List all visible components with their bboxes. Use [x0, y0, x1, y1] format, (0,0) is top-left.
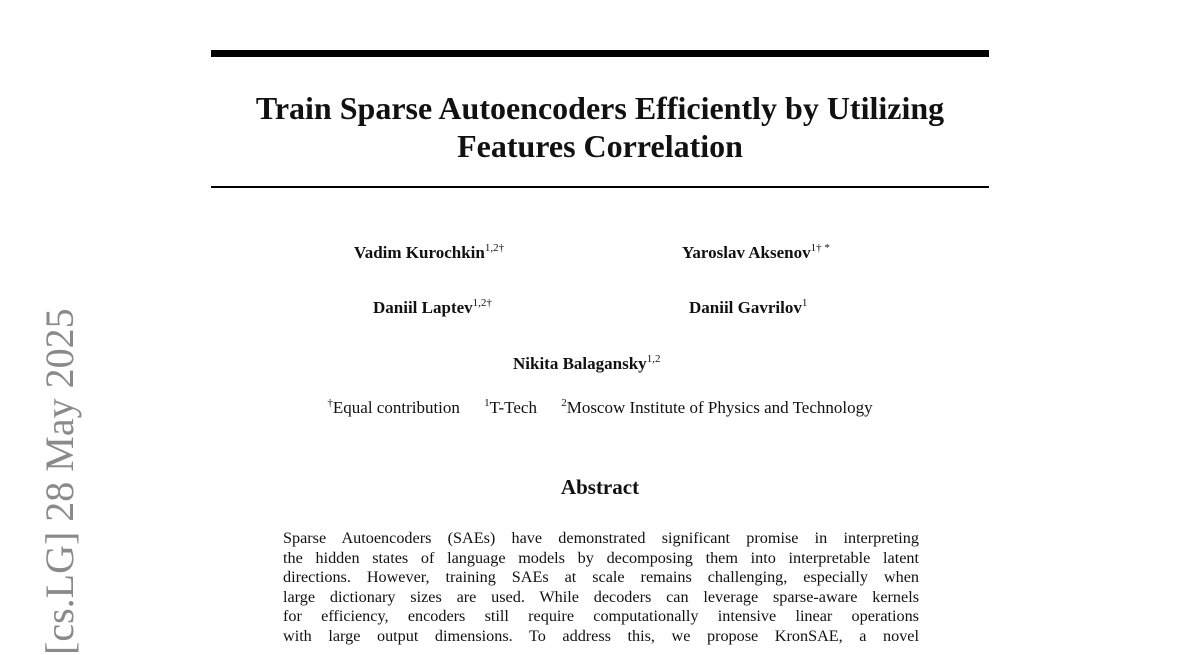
abstract-line: the hidden states of language models by decomposing them into interpretable latent — [283, 548, 919, 567]
abstract-line: for efficiency, encoders still require computationally intensive linear operations — [283, 607, 919, 626]
abstract-line: directions. However, training SAEs at scale remains challenging, especially when — [283, 568, 919, 587]
affiliation-text: Equal contribution — [332, 398, 460, 417]
affiliation-mark: 2 — [561, 397, 567, 409]
author-marks: 1,2† — [472, 297, 492, 309]
paper-title: Train Sparse Autoencoders Efficiently by Utilizing Features Correlation — [255, 90, 945, 164]
author-2 — [682, 243, 830, 263]
abstract-line: with large output dimensions. To address this, we propose KronSAE, a novel — [283, 626, 919, 645]
affiliation-equal — [327, 398, 460, 417]
affiliation-text: Moscow Institute of Physics and Technology — [566, 398, 873, 417]
affiliation-ttech — [484, 398, 537, 417]
bottom-rule — [211, 186, 989, 188]
author-name: Nikita Balagansky — [513, 354, 647, 373]
author-name: Vadim Kurochkin — [354, 243, 485, 262]
author-marks: 1,2† — [484, 242, 505, 254]
abstract-line: large dictionary sizes are used. While decoders can leverage sparse-aware kernels — [283, 587, 919, 606]
arxiv-stamp: [cs.LG] 28 May 2025 — [37, 308, 82, 655]
author-4 — [689, 298, 807, 318]
affiliation-mark: 1 — [484, 397, 490, 409]
abstract-body — [283, 529, 919, 647]
author-name: Yaroslav Aksenov — [682, 243, 811, 262]
author-5 — [513, 354, 660, 374]
affiliation-mipt — [561, 398, 872, 417]
author-marks: 1† * — [810, 242, 830, 254]
author-3 — [373, 298, 492, 318]
affiliation-text: T-Tech — [489, 398, 537, 417]
affiliation-mark: † — [327, 397, 333, 409]
author-name: Daniil Gavrilov — [689, 298, 802, 317]
top-rule — [211, 50, 989, 57]
author-marks: 1,2 — [646, 353, 661, 365]
affiliations — [211, 398, 989, 418]
abstract-heading: Abstract — [560, 475, 640, 499]
author-name: Daniil Laptev — [373, 298, 473, 317]
author-1 — [354, 243, 504, 263]
author-marks: 1 — [801, 297, 808, 309]
abstract-line: Sparse Autoencoders (SAEs) have demonstrated significant promise in interpreting — [283, 529, 919, 547]
